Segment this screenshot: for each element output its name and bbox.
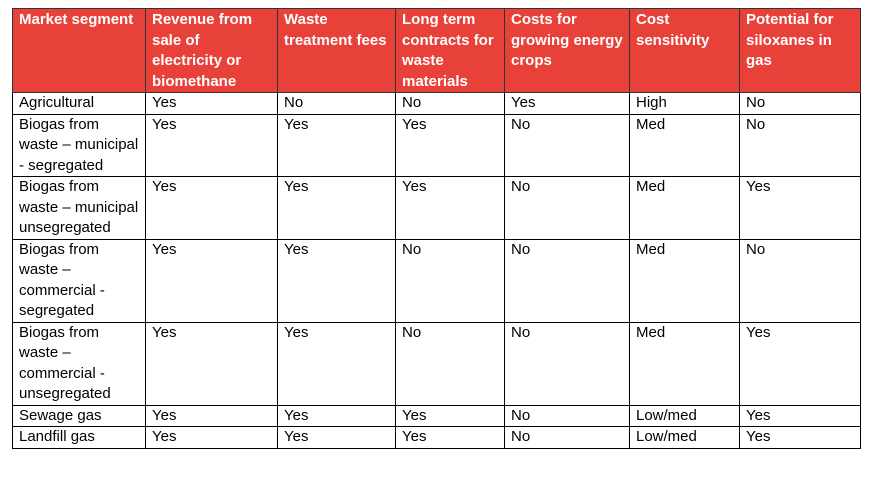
table-row [13, 177, 861, 240]
cell-energy-crop-costs: Yes [505, 93, 630, 115]
market-segment-table [12, 8, 861, 449]
cell-energy-crop-costs: No [505, 177, 630, 240]
cell-energy-crop-costs: No [505, 239, 630, 322]
cell-energy-crop-costs: No [505, 322, 630, 405]
table-row [13, 93, 861, 115]
cell-siloxanes: Yes [740, 322, 861, 405]
cell-cost-sensitivity: Med [630, 239, 740, 322]
cell-revenue: Yes [146, 405, 278, 427]
cell-market-segment: Biogas from waste – municipal unsegregated [13, 177, 146, 240]
cell-siloxanes: No [740, 93, 861, 115]
header-row [13, 9, 861, 93]
cell-siloxanes: No [740, 114, 861, 177]
cell-revenue: Yes [146, 322, 278, 405]
cell-long-term-contracts: Yes [396, 405, 505, 427]
cell-long-term-contracts: Yes [396, 177, 505, 240]
cell-cost-sensitivity: High [630, 93, 740, 115]
cell-revenue: Yes [146, 239, 278, 322]
cell-market-segment: Biogas from waste – commercial - segregated [13, 239, 146, 322]
cell-waste-treatment-fees: Yes [278, 427, 396, 449]
cell-cost-sensitivity: Low/med [630, 427, 740, 449]
cell-long-term-contracts: No [396, 93, 505, 115]
cell-cost-sensitivity: Med [630, 177, 740, 240]
cell-revenue: Yes [146, 93, 278, 115]
cell-revenue: Yes [146, 427, 278, 449]
cell-cost-sensitivity: Low/med [630, 405, 740, 427]
table-row [13, 322, 861, 405]
table-row [13, 405, 861, 427]
cell-siloxanes: Yes [740, 427, 861, 449]
cell-waste-treatment-fees: Yes [278, 239, 396, 322]
cell-siloxanes: No [740, 239, 861, 322]
cell-waste-treatment-fees: Yes [278, 177, 396, 240]
cell-market-segment: Landfill gas [13, 427, 146, 449]
cell-long-term-contracts: No [396, 322, 505, 405]
cell-siloxanes: Yes [740, 405, 861, 427]
table-row [13, 114, 861, 177]
cell-revenue: Yes [146, 177, 278, 240]
cell-market-segment: Biogas from waste – commercial - unsegregated [13, 322, 146, 405]
table-row [13, 427, 861, 449]
cell-energy-crop-costs: No [505, 405, 630, 427]
cell-waste-treatment-fees: No [278, 93, 396, 115]
cell-long-term-contracts: No [396, 239, 505, 322]
header-siloxanes: Potential for siloxanes in gas [740, 9, 861, 93]
cell-market-segment: Biogas from waste – municipal - segregated [13, 114, 146, 177]
cell-waste-treatment-fees: Yes [278, 114, 396, 177]
cell-energy-crop-costs: No [505, 427, 630, 449]
cell-waste-treatment-fees: Yes [278, 405, 396, 427]
header-waste-treatment-fees: Waste treatment fees [278, 9, 396, 93]
header-revenue: Revenue from sale of electricity or biomethane [146, 9, 278, 93]
cell-long-term-contracts: Yes [396, 427, 505, 449]
header-energy-crop-costs: Costs for growing energy crops [505, 9, 630, 93]
table-row [13, 239, 861, 322]
header-cost-sensitivity: Cost sensitivity [630, 9, 740, 93]
cell-cost-sensitivity: Med [630, 114, 740, 177]
cell-energy-crop-costs: No [505, 114, 630, 177]
cell-market-segment: Sewage gas [13, 405, 146, 427]
cell-cost-sensitivity: Med [630, 322, 740, 405]
cell-market-segment: Agricultural [13, 93, 146, 115]
header-market-segment: Market segment [13, 9, 146, 93]
cell-waste-treatment-fees: Yes [278, 322, 396, 405]
cell-siloxanes: Yes [740, 177, 861, 240]
cell-long-term-contracts: Yes [396, 114, 505, 177]
header-long-term-contracts: Long term contracts for waste materials [396, 9, 505, 93]
cell-revenue: Yes [146, 114, 278, 177]
